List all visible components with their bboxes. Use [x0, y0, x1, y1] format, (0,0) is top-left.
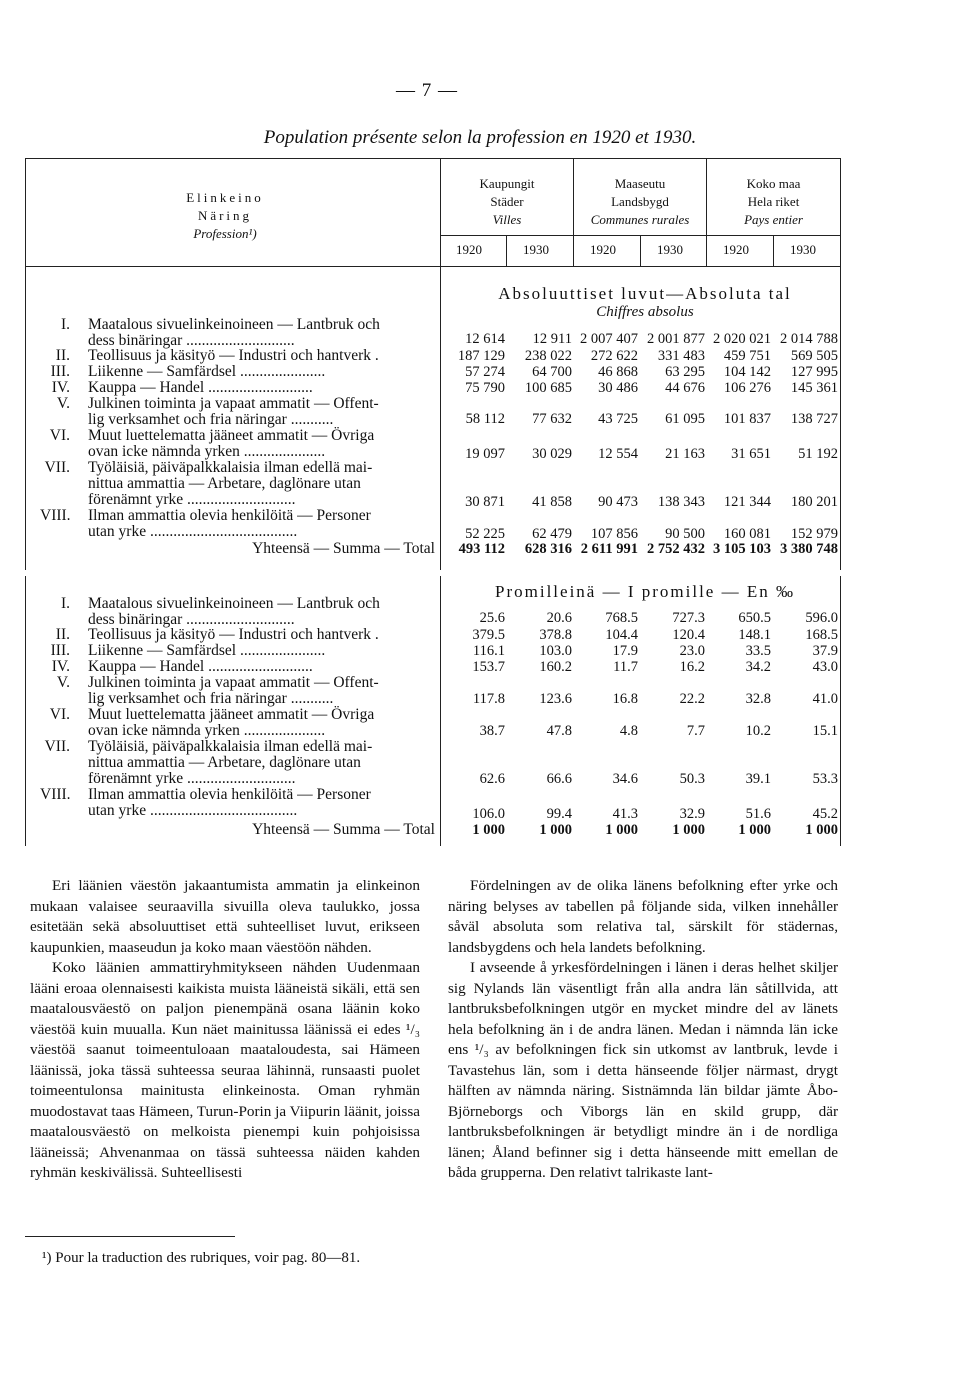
table-cell: 38.7	[479, 723, 505, 739]
header-rural: Maaseutu Landsbygd Communes rurales	[590, 176, 690, 227]
table-cell: 77 632	[532, 411, 572, 427]
table-cell: 120.4	[672, 627, 705, 643]
row-label-line: Työläisiä, päiväpalkkalaisia ilman edellä mai-	[88, 459, 373, 476]
row-numeral: VIII.	[40, 507, 71, 524]
table-cell: 160 081	[723, 526, 771, 542]
promille-heading: Promilleinä — I promille — En ‰	[495, 582, 795, 601]
row-label-line: Maatalous sivuelinkeinoineen — Lantbruk och	[88, 316, 380, 333]
table-cell: 152 979	[790, 526, 838, 542]
table-cell: 32.9	[679, 806, 705, 822]
absolute-subheading: Chiffres absolus	[596, 304, 694, 320]
table-cell: 66.6	[546, 771, 572, 787]
table-cell: 180 201	[790, 494, 838, 510]
table-row	[440, 691, 840, 707]
table-cell: 41.0	[812, 691, 838, 707]
footnote-rule	[25, 1236, 235, 1237]
row-label	[40, 627, 435, 643]
table-cell: 1 000	[605, 822, 638, 838]
table-cell: 106.0	[472, 806, 505, 822]
table-cell: 62 479	[532, 526, 572, 542]
row-label	[40, 428, 435, 460]
row-numeral: I.	[60, 316, 70, 333]
table-cell: 107 856	[590, 526, 638, 542]
table-cell: 3 380 748	[780, 541, 838, 557]
table-cell: 19 097	[465, 446, 505, 462]
paragraph: Koko läänien ammattiryhmitykseen nähden Uudenmaan lääni eroaa olennaisesti kaikista muista lääneistä sikäli, että sen maatalousväestö on paljon pienempänä osana läänin koko väestöä kuin muualla. Kun näet mainitussa läänissä ei edes ¹/₃ väestöä saanut toimeentuloaan maataloudesta, sai Hämeen läänissä, joka tässä suhteessa seuraa lähinnä, runsaasti puolet toimeentulonsa mainitusta elinkeinosta. Oman ryhmän muodostavat taas Hämeen, Turun-Porin ja Viipurin läänit, joissa maatalousväestö on melkoista pienempi kuin pohjoisissa lääneissä; Ahvenanmaa on tässä suhteessa näiden kahden ryhmän keskivälissä. Suhteellisesti	[30, 959, 420, 1181]
header-cities: Kaupungit Städer Villes	[479, 176, 535, 227]
table-cell: 23.0	[679, 643, 705, 659]
row-label	[40, 596, 435, 628]
table-cell: 569 505	[790, 348, 838, 364]
table-cell: 50.3	[679, 771, 705, 787]
row-numeral: VII.	[44, 738, 70, 755]
table-row	[440, 723, 840, 739]
table-cell: 378.8	[539, 627, 572, 643]
row-label-line: Julkinen toiminta ja vapaat ammatit — Offent-	[88, 395, 379, 412]
table-cell: 43.0	[812, 659, 838, 675]
row-label-line: Liikenne — Samfärdsel ......................	[88, 642, 326, 659]
paragraph: Eri läänien väestön jakaantumista ammatin ja elinkeinon mukaan valaisee seuraavilla sivuilla oleva taulukko, jossa esitetään sekä absoluuttiset että suhteelliset luvut, erikseen kaupunkien, maaseudun ja koko maan väestöön nähden.	[30, 877, 420, 956]
table-cell: 16.2	[679, 659, 705, 675]
page-title: Population présente selon la profession en 1920 et 1930.	[263, 127, 697, 148]
table-cell: 58 112	[465, 411, 505, 427]
table-cell: 16.8	[612, 691, 638, 707]
row-label	[40, 643, 435, 659]
row-label	[40, 380, 435, 396]
table-cell: 32.8	[745, 691, 771, 707]
table-cell: 41.3	[612, 806, 638, 822]
table-cell: 1 000	[672, 822, 705, 838]
row-label	[40, 675, 435, 707]
absolute-heading: Absoluuttiset luvut—Absoluta tal	[498, 284, 792, 303]
text-column-swedish	[448, 876, 838, 1184]
table-row	[440, 380, 840, 396]
table-cell: 31 651	[731, 446, 771, 462]
table-cell: 2 752 432	[647, 541, 705, 557]
table-cell: 160.2	[539, 659, 572, 675]
row-numeral: VI.	[49, 427, 70, 444]
table-row	[440, 446, 840, 462]
row-label	[40, 739, 435, 787]
row-label-line: Ilman ammattia olevia henkilöitä — Personer	[88, 786, 371, 803]
row-label-line: utan yrke ......................................	[88, 802, 298, 819]
table-cell: 25.6	[479, 610, 505, 626]
row-label-line: Kauppa — Handel ...........................	[88, 379, 313, 396]
table-cell: 138 727	[790, 411, 838, 427]
table-cell: 34.6	[612, 771, 638, 787]
row-numeral: II.	[55, 347, 70, 364]
table-cell: 63 295	[665, 364, 705, 380]
row-label-line: Ilman ammattia olevia henkilöitä — Personer	[88, 507, 371, 524]
table-cell: 15.1	[812, 723, 838, 739]
table-cell: 99.4	[546, 806, 572, 822]
row-label-line: Työläisiä, päiväpalkkalaisia ilman edellä mai-	[88, 738, 373, 755]
total-row	[440, 541, 840, 557]
table-cell: 138 343	[657, 494, 705, 510]
table-cell: 43 725	[598, 411, 638, 427]
row-numeral: IV.	[51, 379, 70, 396]
table-cell: 101 837	[723, 411, 771, 427]
table-cell: 116.1	[472, 643, 505, 659]
year-header: 1930	[657, 242, 683, 257]
row-label-line: Kauppa — Handel ...........................	[88, 658, 313, 675]
row-label-line: ovan icke nämnda yrken .....................	[88, 722, 326, 739]
row-label-line: Liikenne — Samfärdsel ......................	[88, 363, 326, 380]
row-label	[40, 348, 435, 364]
table-cell: 187 129	[457, 348, 505, 364]
row-label-line: nittua ammattia — Arbetare, daglönare utan	[88, 475, 361, 492]
paragraph: I avseende å yrkesfördelningen i länen i deras helhet skiljer sig Nylands län väsentligt från alla andra län såtillvida, att lantbruksbefolkningen utgör en mycket mindre del av länets hela befolkning än i de andra länen. Medan i nämnda län icke ens ¹/₃ av befolkningen fick sin utkomst av lantbruk, levde i Tavastehus län, som i detta hänseende följer närmast, drygt hälften av nämnda näring. Sistnämnda län bildar jämte Åbo-Björneborgs och Viborgs län en skild grupp, där lantbruksbefolkningen är betydligt mindre än i de nordliga länen; Åland befinner sig i detta hänseende mitt emellan de båda grupperna. Den relativt talrikaste lant-	[448, 959, 838, 1181]
row-label-line: förenämnt yrke ............................	[88, 491, 296, 508]
table-row	[440, 610, 840, 626]
row-numeral: IV.	[51, 658, 70, 675]
row-label-line: Muut luettelematta jääneet ammatit — Övriga	[88, 706, 375, 723]
table-row	[440, 364, 840, 380]
table-cell: 127 995	[790, 364, 838, 380]
table-row	[440, 643, 840, 659]
table-cell: 17.9	[612, 643, 638, 659]
table-cell: 2 611 991	[580, 541, 638, 557]
table-cell: 650.5	[738, 610, 771, 626]
table-cell: 628 316	[524, 541, 572, 557]
year-header: 1930	[790, 242, 816, 257]
table-row	[440, 411, 840, 427]
row-label	[40, 460, 435, 508]
table-cell: 272 622	[590, 348, 638, 364]
table-cell: 379.5	[472, 627, 505, 643]
table-row	[440, 348, 840, 364]
row-numeral: II.	[55, 626, 70, 643]
table-cell: 104.4	[605, 627, 638, 643]
table-cell: 153.7	[472, 659, 505, 675]
row-label-line: utan yrke ......................................	[88, 523, 298, 540]
table-cell: 2 020 021	[713, 331, 771, 347]
table-cell: 12 614	[465, 331, 505, 347]
row-label-line: dess binäringar ............................	[88, 332, 295, 349]
table-cell: 39.1	[745, 771, 771, 787]
table-cell: 30 029	[532, 446, 572, 462]
table-cell: 1 000	[805, 822, 838, 838]
table-cell: 12 911	[532, 331, 572, 347]
table-cell: 62.6	[479, 771, 505, 787]
row-label-line: Teollisuus ja käsityö — Industri och hantverk .	[88, 347, 379, 364]
row-label	[40, 707, 435, 739]
table-cell: 123.6	[539, 691, 572, 707]
table-cell: 596.0	[805, 610, 838, 626]
row-label-line: nittua ammattia — Arbetare, daglönare utan	[88, 754, 361, 771]
table-cell: 21 163	[665, 446, 705, 462]
row-label-line: förenämnt yrke ............................	[88, 770, 296, 787]
total-row	[440, 822, 840, 838]
table-cell: 1 000	[472, 822, 505, 838]
table-cell: 100 685	[524, 380, 572, 396]
table-cell: 33.5	[745, 643, 771, 659]
table-cell: 20.6	[546, 610, 572, 626]
text-column-finnish	[30, 876, 420, 1184]
table-cell: 1 000	[539, 822, 572, 838]
table-cell: 117.8	[472, 691, 505, 707]
table-cell: 34.2	[745, 659, 771, 675]
table-cell: 37.9	[812, 643, 838, 659]
row-label	[40, 508, 435, 540]
table-cell: 44 676	[665, 380, 705, 396]
row-label-line: Muut luettelematta jääneet ammatit — Övriga	[88, 427, 375, 444]
table-cell: 121 344	[723, 494, 771, 510]
table-cell: 90 500	[665, 526, 705, 542]
table-cell: 57 274	[465, 364, 505, 380]
header-country: Koko maa Hela riket Pays entier	[744, 176, 803, 227]
table-cell: 145 361	[790, 380, 838, 396]
total-label-text: Yhteensä — Summa — Total	[252, 821, 435, 838]
table-cell: 41 858	[532, 494, 572, 510]
row-numeral: VIII.	[40, 786, 71, 803]
year-header: 1930	[523, 242, 549, 257]
table-cell: 90 473	[598, 494, 638, 510]
row-numeral: III.	[50, 363, 70, 380]
row-numeral: I.	[60, 595, 70, 612]
page-number: — 7 —	[396, 80, 458, 101]
row-label-line: Julkinen toiminta ja vapaat ammatit — Offent-	[88, 674, 379, 691]
table-cell: 30 486	[598, 380, 638, 396]
row-numeral: V.	[56, 674, 70, 691]
table-cell: 106 276	[723, 380, 771, 396]
table-cell: 2 001 877	[647, 331, 705, 347]
row-label-line: lig verksamhet och fria näringar ...........	[88, 411, 334, 428]
row-label	[40, 317, 435, 349]
table-cell: 4.8	[619, 723, 638, 739]
table-cell: 12 554	[598, 446, 638, 462]
total-label-text: Yhteensä — Summa — Total	[252, 540, 435, 557]
year-header: 1920	[723, 242, 749, 257]
table-cell: 103.0	[539, 643, 572, 659]
table-row	[440, 627, 840, 643]
table-cell: 493 112	[458, 541, 505, 557]
table-cell: 148.1	[738, 627, 771, 643]
footnote: ¹) Pour la traduction des rubriques, voir pag. 80—81.	[42, 1250, 361, 1266]
row-label	[40, 787, 435, 819]
table-cell: 2 007 407	[580, 331, 638, 347]
table-row	[440, 331, 840, 347]
row-label-line: dess binäringar ............................	[88, 611, 295, 628]
table-cell: 168.5	[805, 627, 838, 643]
row-label-line: ovan icke nämnda yrken .....................	[88, 443, 326, 460]
table-cell: 61 095	[665, 411, 705, 427]
total-label	[40, 541, 435, 557]
table-cell: 331 483	[657, 348, 705, 364]
table-cell: 51.6	[745, 806, 771, 822]
row-label-line: Maatalous sivuelinkeinoineen — Lantbruk och	[88, 595, 380, 612]
paragraph: Fördelningen av de olika länens befolkning efter yrke och näring belyses av tabellen på följande sida, vilken innehåller såväl absoluta som relativa tal, särskilt för städernas, landsbygdens och hela landets befolkning.	[448, 877, 838, 956]
total-label	[40, 822, 435, 838]
row-label	[40, 659, 435, 675]
table-cell: 64 700	[532, 364, 572, 380]
row-label-line: Teollisuus ja käsityö — Industri och hantverk .	[88, 626, 379, 643]
table-cell: 46 868	[598, 364, 638, 380]
year-header: 1920	[590, 242, 616, 257]
table-row	[440, 659, 840, 675]
table-cell: 52 225	[465, 526, 505, 542]
table-cell: 1 000	[738, 822, 771, 838]
table-cell: 10.2	[745, 723, 771, 739]
table-cell: 3 105 103	[713, 541, 771, 557]
table-cell: 2 014 788	[780, 331, 838, 347]
table-cell: 238 022	[524, 348, 572, 364]
row-numeral: III.	[50, 642, 70, 659]
table-cell: 75 790	[465, 380, 505, 396]
table-cell: 768.5	[605, 610, 638, 626]
row-label-line: lig verksamhet och fria näringar ...........	[88, 690, 334, 707]
row-numeral: V.	[56, 395, 70, 412]
table-cell: 45.2	[812, 806, 838, 822]
table-row	[440, 494, 840, 510]
row-label	[40, 396, 435, 428]
table-cell: 104 142	[723, 364, 771, 380]
table-cell: 51 192	[798, 446, 838, 462]
table-cell: 47.8	[546, 723, 572, 739]
table-row	[440, 806, 840, 822]
table-row	[440, 526, 840, 542]
table-cell: 11.7	[613, 659, 638, 675]
row-label	[40, 364, 435, 380]
table-cell: 459 751	[723, 348, 771, 364]
table-cell: 7.7	[686, 723, 705, 739]
row-numeral: VI.	[49, 706, 70, 723]
table-cell: 22.2	[679, 691, 705, 707]
table-row	[440, 771, 840, 787]
year-header: 1920	[456, 242, 482, 257]
table-cell: 53.3	[812, 771, 838, 787]
row-numeral: VII.	[44, 459, 70, 476]
table-cell: 727.3	[672, 610, 705, 626]
header-occupation: Elinkeino Näring Profession¹)	[186, 190, 264, 241]
table-cell: 30 871	[465, 494, 505, 510]
